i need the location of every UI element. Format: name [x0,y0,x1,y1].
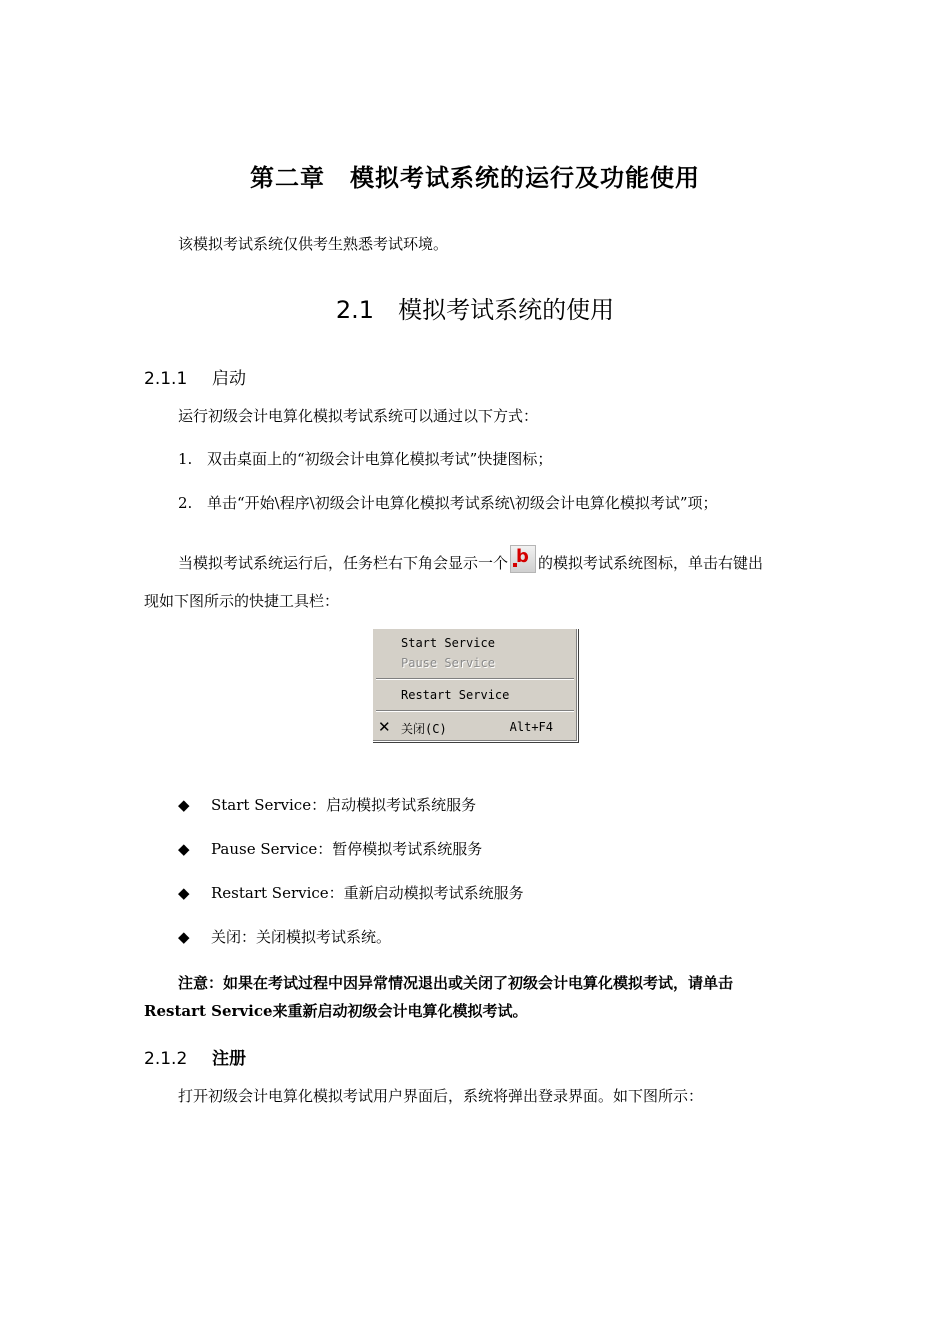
bullet-text: Restart Service：重新启动模拟考试系统服务 [211,884,524,902]
tray-app-icon [510,545,536,573]
tray-text-after: 的模拟考试系统图标，单击右键出 [538,554,764,572]
tray-paragraph-line2: 现如下图所示的快捷工具栏： [144,592,340,610]
menu-shortcut: Alt+F4 [509,720,553,734]
run-intro-paragraph: 运行初级会计电算化模拟考试系统可以通过以下方式： [178,407,539,425]
bullet-text: Pause Service：暂停模拟考试系统服务 [211,840,483,858]
note-line-1: 注意：如果在考试过程中因异常情况退出或关闭了初级会计电算化模拟考试，请单击 [178,974,734,992]
menu-separator [376,710,574,712]
diamond-bullet-icon: ◆ [178,884,190,902]
list-item [178,927,524,971]
tray-text-before: 当模拟考试系统运行后，任务栏右下角会显示一个 [178,554,509,572]
tray-paragraph [178,545,763,573]
step-number: 2. [178,494,193,512]
menu-separator [376,678,574,680]
diamond-bullet-icon: ◆ [178,840,190,858]
subsection-number: 2.1.1 [144,369,188,389]
bullet-list [178,795,524,971]
list-item [178,883,524,927]
step-text: 单击“开始\程序\初级会计电算化模拟考试系统\初级会计电算化模拟考试”项； [207,494,718,512]
subsection-number: 2.1.2 [144,1049,188,1069]
section-title: 2.1 模拟考试系统的使用 [335,296,615,324]
step-item [178,492,718,513]
chapter-title: 第二章 模拟考试系统的运行及功能使用 [250,164,700,192]
close-icon: ✕ [378,718,391,736]
register-paragraph: 打开初级会计电算化模拟考试用户界面后，系统将弹出登录界面。如下图所示： [178,1087,704,1105]
bullet-text: 关闭：关闭模拟考试系统。 [211,928,392,946]
tray-icon-letter: b [516,546,529,567]
menu-item-restart-service[interactable]: Restart Service [401,688,510,702]
step-number: 1. [178,450,193,468]
menu-item-close[interactable]: 关闭(C) [401,722,447,736]
note-line-2: Restart Service来重新启动初级会计电算化模拟考试。 [144,1002,528,1020]
menu-item-start-service[interactable]: Start Service [401,636,495,650]
diamond-bullet-icon: ◆ [178,928,190,946]
list-item [178,839,524,883]
subsection-label: 注册 [212,1049,246,1069]
subsection-register [144,1044,246,1069]
intro-paragraph: 该模拟考试系统仅供考生熟悉考试环境。 [178,235,449,253]
step-item [178,448,552,469]
context-menu [372,628,578,742]
subsection-startup [144,364,246,389]
step-text: 双击桌面上的“初级会计电算化模拟考试”快捷图标； [207,450,553,468]
subsection-label: 启动 [212,369,246,389]
list-item [178,795,524,839]
diamond-bullet-icon: ◆ [178,796,190,814]
bullet-text: Start Service：启动模拟考试系统服务 [211,796,477,814]
menu-item-pause-service: Pause Service [401,656,495,670]
